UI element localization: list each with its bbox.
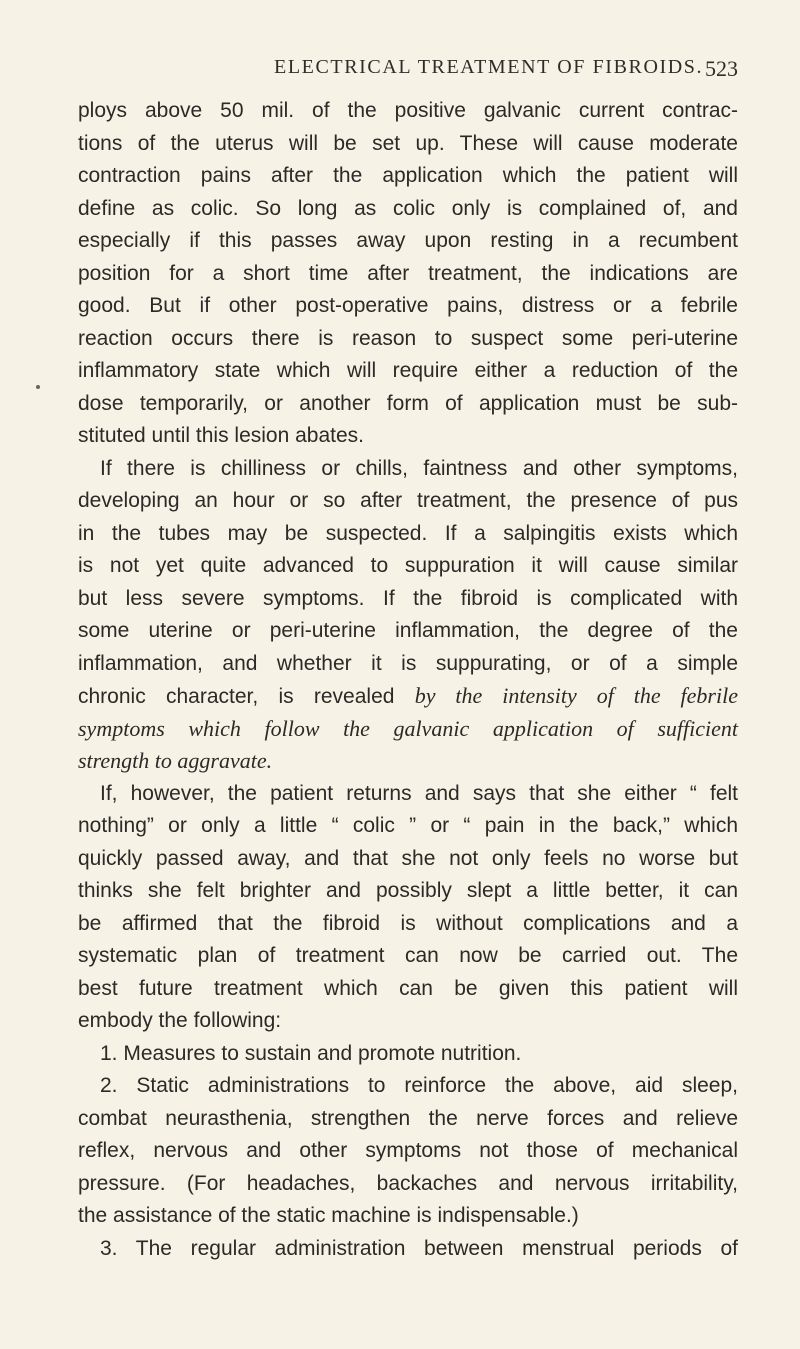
text-line: systematic plan of treatment can now be carried out. The [78,944,738,967]
text-line: dose temporarily, or another form of application must be sub- [78,391,738,415]
text-line: tions of the uterus will be set up. These will cause moderate [78,131,738,155]
list-item: 1. Measures to sustain and promote nutrition. [100,1041,522,1065]
italic-text: by the intensity of the febrile [414,683,738,708]
text-line: in the tubes may be suspected. If a salpingitis exists which [78,521,738,545]
text-line: is not yet quite advanced to suppuration it will cause similar [78,554,738,577]
text-line: position for a short time after treatment, the indications are [78,261,738,285]
text-line: reaction occurs there is reason to suspect some peri-uterine [78,326,738,350]
page-number: 523 [705,56,738,81]
text-line: pressure. (For headaches, backaches and nervous irritability, [78,1171,738,1195]
text-line: stituted until this lesion abates. [78,424,365,447]
text-line: developing an hour or so after treatment, the presence of pus [78,489,738,512]
text-line: embody the following: [78,1009,282,1032]
text-line: ploys above 50 mil. of the positive galvanic current contrac- [78,99,738,122]
text-line: quickly passed away, and that she not only feels no worse but [78,846,738,870]
text-line: contraction pains after the application which the patient will [78,164,738,187]
text-line: good. But if other post-operative pains, distress or a febrile [78,294,738,317]
text-line: but less severe symptoms. If the fibroid is complicated with [78,586,738,610]
text-line: reflex, nervous and other symptoms not those of mechanical [78,1139,738,1162]
text-segment: chronic character, is revealed [78,685,395,708]
list-item: 3. The regular administration between menstrual periods of [100,1236,738,1260]
text-line: especially if this passes away upon resting in a recumbent [78,229,738,252]
running-head [78,56,738,86]
text-line: If there is chilliness or chills, faintness and other symptoms, [100,456,738,480]
text-line [78,680,738,713]
text-line: define as colic. So long as colic only is complained of, and [78,196,738,220]
text-line: inflammatory state which will require either a reduction of the [78,359,738,382]
margin-speck [36,385,40,389]
text-line: be affirmed that the fibroid is without complications and a [78,911,738,935]
text-line: best future treatment which can be given this patient will [78,976,738,1000]
text-line: If, however, the patient returns and says that she either “ felt [100,781,738,805]
running-title: ELECTRICAL TREATMENT OF FIBROIDS. [274,56,704,78]
list-item: 2. Static administrations to reinforce the above, aid sleep, [100,1074,738,1097]
text-line: nothing” or only a little “ colic ” or “ pain in the back,” which [78,814,738,837]
text-line: some uterine or peri-uterine inflammation, the degree of the [78,619,738,642]
text-line: the assistance of the static machine is indispensable.) [78,1204,579,1227]
text-line: inflammation, and whether it is suppurating, or of a simple [78,651,738,675]
text-line: thinks she felt brighter and possibly slept a little better, it can [78,879,738,902]
italic-line: symptoms which follow the galvanic application of sufficient [78,715,738,741]
text-line: combat neurasthenia, strengthen the nerve forces and relieve [78,1106,738,1130]
italic-line: strength to aggravate. [78,748,273,773]
body-text [78,95,738,1265]
